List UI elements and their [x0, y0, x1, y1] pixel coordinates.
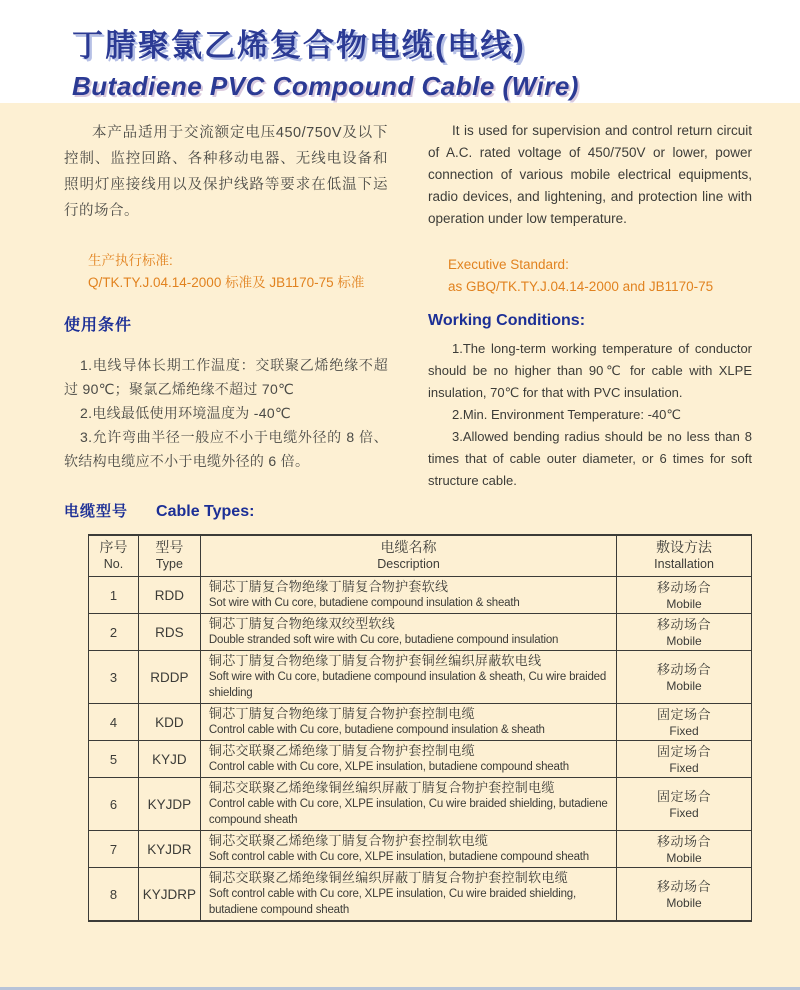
- conditions-items-zh: [64, 353, 388, 473]
- intro-paragraph-en: It is used for supervision and control return circuit of A.C. rated voltage of 450/750V or lower, power connection of various mobile electrical equipments, radio devices, and lightening, and protection line with operation under low temperature.: [428, 123, 752, 226]
- installation-en: Mobile: [666, 633, 702, 648]
- header-type-en: Type: [155, 557, 183, 571]
- cable-types-heading: [64, 500, 752, 521]
- cable-types-table: [88, 534, 752, 922]
- cell-type: RDDP: [138, 651, 200, 704]
- condition-item: 3.Allowed bending radius should be no less than 8 times that of cable outer diameter, or 6 times for soft structure cable.: [428, 429, 752, 488]
- header-installation: [617, 535, 752, 577]
- description-en: Control cable with Cu core, XLPE insulation, Cu wire braided shielding, butadiene compound sheath: [208, 798, 608, 826]
- cell-installation: [617, 651, 752, 704]
- description-zh: 铜芯丁腈复合物绝缘双绞型软线: [208, 616, 396, 631]
- cell-installation: [617, 704, 752, 741]
- intro-column-en: [428, 120, 752, 298]
- description-zh: 铜芯丁腈复合物绝缘丁腈复合物护套铜丝编织屏蔽软电线: [208, 653, 542, 668]
- conditions-column-en: [428, 312, 752, 492]
- standard-value-zh: Q/TK.TY.J.04.14-2000 标准及 JB1170-75 标准: [88, 275, 365, 290]
- header-type-zh: 型号: [155, 539, 184, 555]
- header-description-en: Description: [377, 557, 440, 571]
- header-no-zh: 序号: [99, 539, 128, 555]
- conditions-heading-zh: 使用条件: [64, 317, 133, 334]
- table-row: [89, 778, 752, 831]
- cell-installation: [617, 741, 752, 778]
- intro-paragraph-zh: 本产品适用于交流额定电压450/750V及以下控制、监控回路、各种移动电器、无线电设备和照明灯座接线用以及保护线路等要求在低温下运行的场合。: [64, 125, 388, 219]
- description-zh: 铜芯丁腈复合物绝缘丁腈复合物护套软线: [208, 579, 449, 594]
- condition-item: 1.电线导体长期工作温度：交联聚乙烯绝缘不超过 90℃；聚氯乙烯绝缘不超过 70℃: [64, 357, 388, 397]
- cell-type: RDS: [138, 614, 200, 651]
- table-row: [89, 577, 752, 614]
- table-header-row: [89, 535, 752, 577]
- cell-type: KYJDP: [138, 778, 200, 831]
- cell-type: RDD: [138, 577, 200, 614]
- cell-no: 5: [89, 741, 139, 778]
- page-header: [0, 0, 800, 103]
- cell-no: 4: [89, 704, 139, 741]
- cable-types-heading-en: Cable Types:: [156, 503, 255, 520]
- cell-type: KYJD: [138, 741, 200, 778]
- table-row: [89, 614, 752, 651]
- cell-installation: [617, 868, 752, 922]
- header-no: [89, 535, 139, 577]
- cell-installation: [617, 614, 752, 651]
- cell-no: 6: [89, 778, 139, 831]
- header-description-zh: 电缆名称: [380, 539, 437, 555]
- installation-en: Mobile: [666, 678, 702, 693]
- installation-en: Fixed: [669, 805, 699, 820]
- installation-en: Mobile: [666, 895, 702, 910]
- cell-description: [200, 651, 616, 704]
- cell-no: 7: [89, 831, 139, 868]
- installation-zh: 固定场合: [657, 706, 712, 722]
- condition-item: 3.允许弯曲半径一般应不小于电缆外径的 8 倍、软结构电缆应不小于电缆外径的 6 倍。: [64, 429, 388, 469]
- table-row: [89, 868, 752, 922]
- cell-description: [200, 868, 616, 922]
- cell-type: KYJDR: [138, 831, 200, 868]
- installation-en: Mobile: [666, 850, 702, 865]
- header-installation-zh: 敷设方法: [656, 539, 713, 555]
- description-zh: 铜芯丁腈复合物绝缘丁腈复合物护套控制电缆: [208, 706, 475, 721]
- cell-no: 8: [89, 868, 139, 922]
- table-row: [89, 831, 752, 868]
- installation-zh: 固定场合: [657, 788, 712, 804]
- page-body: [0, 103, 800, 990]
- header-description: [200, 535, 616, 577]
- cable-table-header: [89, 535, 752, 577]
- description-zh: 铜芯交联聚乙烯绝缘丁腈复合物护套控制电缆: [208, 743, 475, 758]
- installation-en: Mobile: [666, 596, 702, 611]
- cell-description: [200, 577, 616, 614]
- description-en: Sot wire with Cu core, butadiene compound insulation & sheath: [208, 597, 520, 609]
- cell-description: [200, 704, 616, 741]
- standard-label-zh: 生产执行标准:: [88, 253, 173, 268]
- installation-zh: 移动场合: [657, 661, 712, 677]
- header-type: [138, 535, 200, 577]
- page-title-zh: 丁腈聚氯乙烯复合物电缆(电线): [72, 28, 526, 63]
- standard-block-en: [448, 254, 752, 298]
- cell-description: [200, 778, 616, 831]
- cell-no: 1: [89, 577, 139, 614]
- cell-installation: [617, 778, 752, 831]
- cell-no: 2: [89, 614, 139, 651]
- description-zh: 铜芯交联聚乙烯绝缘铜丝编织屏蔽丁腈复合物护套控制电缆: [208, 780, 555, 795]
- condition-item: 2.电线最低使用环境温度为 -40℃: [80, 405, 291, 421]
- table-row: [89, 651, 752, 704]
- cell-description: [200, 831, 616, 868]
- standard-block-zh: [88, 250, 388, 294]
- intro-section: [64, 120, 752, 298]
- installation-zh: 移动场合: [657, 878, 712, 894]
- description-en: Soft control cable with Cu core, XLPE insulation, butadiene compound sheath: [208, 851, 589, 863]
- installation-zh: 固定场合: [657, 743, 712, 759]
- cell-description: [200, 741, 616, 778]
- installation-zh: 移动场合: [657, 616, 712, 632]
- description-zh: 铜芯交联聚乙烯绝缘丁腈复合物护套控制软电缆: [208, 833, 489, 848]
- cell-installation: [617, 577, 752, 614]
- intro-column-zh: [64, 120, 388, 298]
- installation-en: Fixed: [669, 723, 699, 738]
- page-title-en: Butadiene PVC Compound Cable (Wire): [72, 71, 579, 101]
- cell-no: 3: [89, 651, 139, 704]
- cable-types-heading-zh: 电缆型号: [64, 503, 129, 520]
- conditions-items-en: [428, 338, 752, 492]
- cable-table-body: [89, 577, 752, 922]
- installation-zh: 移动场合: [657, 833, 712, 849]
- installation-zh: 移动场合: [657, 579, 712, 595]
- cell-type: KDD: [138, 704, 200, 741]
- conditions-column-zh: [64, 312, 388, 492]
- conditions-section: [64, 312, 752, 492]
- table-row: [89, 704, 752, 741]
- condition-item: 1.The long-term working temperature of conductor should be no higher than 90℃ for cable with XLPE insulation, 70℃ for that with PVC insulation.: [428, 341, 752, 400]
- description-en: Soft wire with Cu core, butadiene compound insulation & sheath, Cu wire braided shielding: [208, 671, 607, 699]
- description-en: Control cable with Cu core, XLPE insulation, butadiene compound sheath: [208, 761, 569, 773]
- description-en: Soft control cable with Cu core, XLPE insulation, Cu wire braided shielding, butadiene compound sheath: [208, 888, 576, 916]
- description-zh: 铜芯交联聚乙烯绝缘铜丝编织屏蔽丁腈复合物护套控制软电缆: [208, 870, 569, 885]
- cell-description: [200, 614, 616, 651]
- description-en: Control cable with Cu core, butadiene compound insulation & sheath: [208, 724, 545, 736]
- standard-label-en: Executive Standard:: [448, 257, 569, 272]
- table-row: [89, 741, 752, 778]
- condition-item: 2.Min. Environment Temperature: -40℃: [452, 407, 681, 422]
- header-no-en: No.: [103, 557, 124, 571]
- conditions-heading-en: Working Conditions:: [428, 312, 586, 329]
- description-en: Double stranded soft wire with Cu core, butadiene compound insulation: [208, 634, 559, 646]
- standard-value-en: as GBQ/TK.TY.J.04.14-2000 and JB1170-75: [448, 279, 714, 294]
- cell-installation: [617, 831, 752, 868]
- header-installation-en: Installation: [654, 557, 714, 571]
- cell-type: KYJDRP: [138, 868, 200, 922]
- installation-en: Fixed: [669, 760, 699, 775]
